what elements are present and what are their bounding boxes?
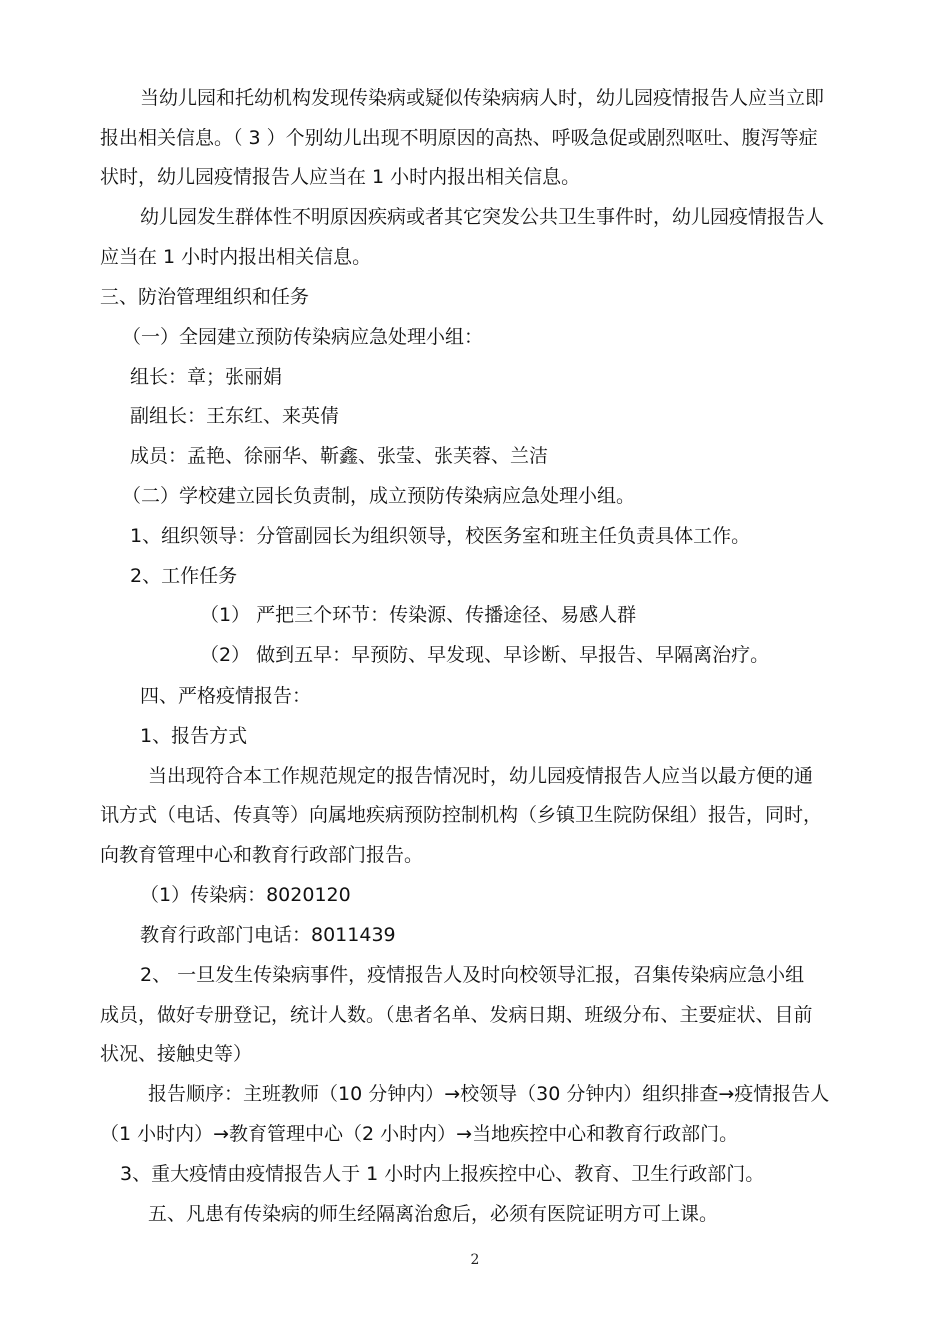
- section-heading: 三、防治管理组织和任务: [100, 286, 310, 308]
- subsection-heading: （二）学校建立园长负责制，成立预防传染病应急处理小组。: [122, 485, 636, 507]
- list-item: （2） 做到五早：早预防、早发现、早诊断、早报告、早隔离治疗。: [200, 644, 770, 666]
- text-line: 副组长：王东红、来英倩: [130, 405, 340, 427]
- text-line: 3、重大疫情由疫情报告人于 1 小时内上报疾控中心、教育、卫生行政部门。: [120, 1163, 765, 1185]
- text-line: 成员，做好专册登记，统计人数。（患者名单、发病日期、班级分布、主要症状、目前: [100, 1004, 813, 1026]
- section-heading: 四、严格疫情报告：: [140, 685, 312, 707]
- page-number: 2: [470, 1252, 480, 1268]
- subsection-heading: （一）全园建立预防传染病应急处理小组：: [122, 326, 484, 348]
- section-heading: 五、凡患有传染病的师生经隔离治愈后，必须有医院证明方可上课。: [148, 1203, 719, 1225]
- text-line: （1）传染病：8020120: [140, 884, 351, 906]
- text-line: 应当在 1 小时内报出相关信息。: [100, 246, 372, 268]
- text-line: 当幼儿园和托幼机构发现传染病或疑似传染病病人时，幼儿园疫情报告人应当立即: [140, 87, 825, 109]
- text-line: 讯方式（电话、传真等）向属地疾病预防控制机构（乡镇卫生院防保组）报告，同时，: [100, 804, 823, 826]
- text-line: 1、组织领导：分管副园长为组织领导，校医务室和班主任负责具体工作。: [130, 525, 751, 547]
- list-item: （1） 严把三个环节：传染源、传播途径、易感人群: [200, 604, 637, 626]
- text-line: 状况、接触史等）: [100, 1043, 253, 1065]
- text-line: 报告顺序：主班教师（10 分钟内）→校领导（30 分钟内）组织排查→疫情报告人: [148, 1083, 830, 1105]
- text-line: 幼儿园发生群体性不明原因疾病或者其它突发公共卫生事件时，幼儿园疫情报告人: [140, 206, 825, 228]
- text-line: 2、工作任务: [130, 565, 238, 587]
- text-line: 成员：孟艳、徐丽华、靳鑫、张莹、张芙蓉、兰洁: [130, 445, 549, 467]
- text-line: 状时，幼儿园疫情报告人应当在 1 小时内报出相关信息。: [100, 166, 581, 188]
- text-line: （1 小时内）→教育管理中心（2 小时内）→当地疾控中心和教育行政部门。: [100, 1123, 739, 1145]
- text-line: 向教育管理中心和教育行政部门报告。: [100, 844, 424, 866]
- text-line: 1、报告方式: [140, 725, 248, 747]
- text-line: 报出相关信息。（ 3 ）个别幼儿出现不明原因的高热、呼吸急促或剧烈呕吐、腹泻等症: [100, 127, 818, 149]
- text-line: 2、 一旦发生传染病事件，疫情报告人及时向校领导汇报，召集传染病应急小组: [140, 964, 805, 986]
- text-line: 组长：章；张丽娟: [130, 366, 283, 388]
- text-line: 教育行政部门电话：8011439: [140, 924, 396, 946]
- text-line: 当出现符合本工作规范规定的报告情况时，幼儿园疫情报告人应当以最方便的通: [148, 765, 814, 787]
